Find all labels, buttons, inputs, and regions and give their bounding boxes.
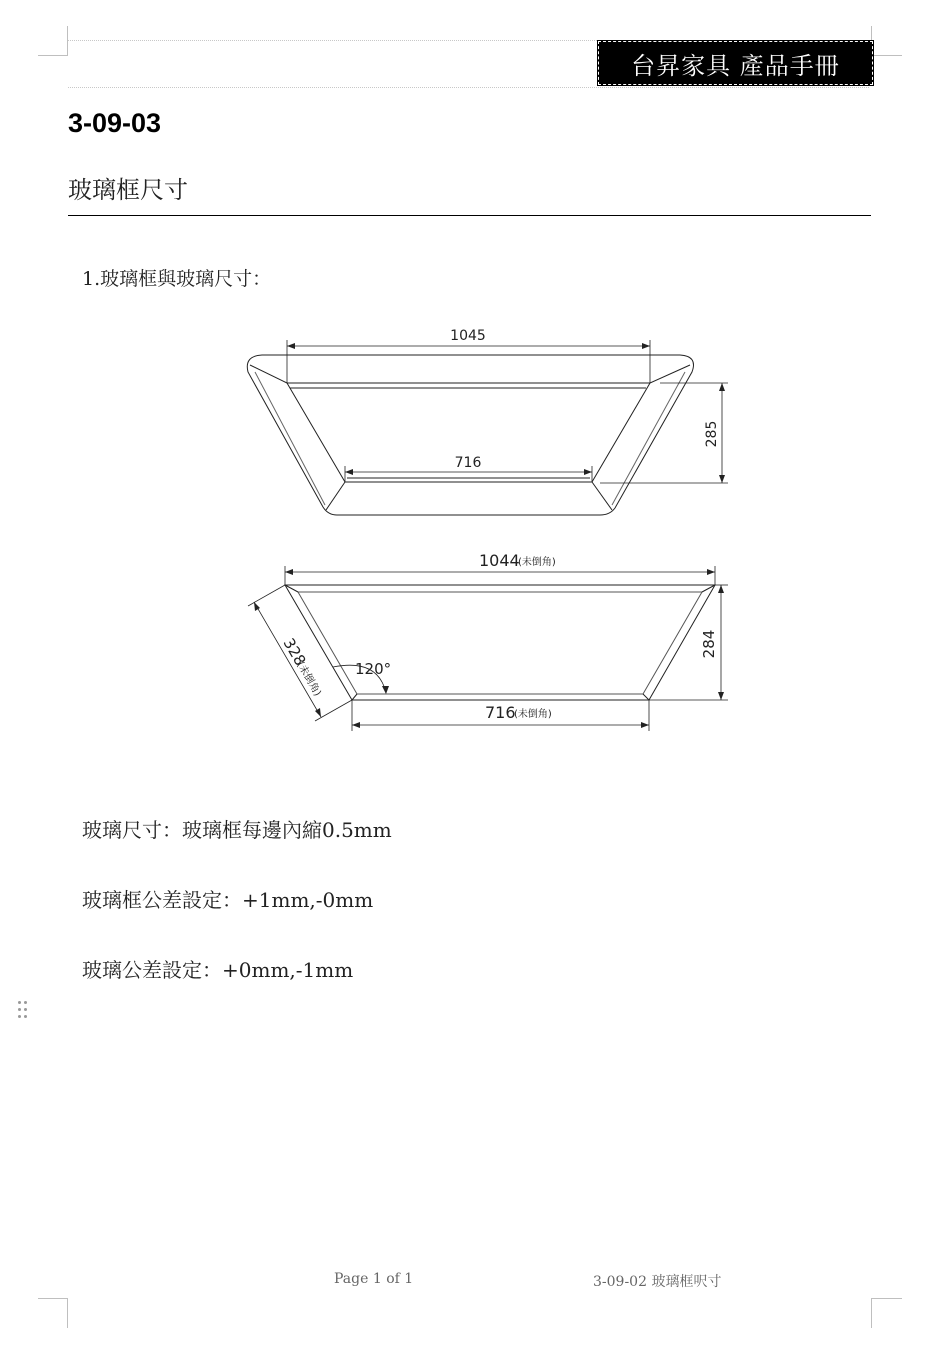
dim-glass-top-width: 1044 <box>479 551 520 570</box>
document-code: 3-09-03 <box>68 108 162 138</box>
brand-banner: 台昇家具 產品手冊 <box>598 41 873 85</box>
page-title: 玻璃框尺寸 <box>68 176 188 204</box>
dim-bottom-width: 716 <box>454 455 482 471</box>
drag-handle-icon[interactable] <box>17 1000 29 1022</box>
dim-glass-angle: 120° <box>355 660 392 678</box>
glass-size-line: 玻璃尺寸：玻璃框每邊內縮0.5mm <box>82 818 392 842</box>
dim-glass-bottom-note: (未倒角) <box>514 709 552 720</box>
dim-glass-top-note: (未倒角) <box>518 557 556 568</box>
section-heading: 1.玻璃框與玻璃尺寸： <box>82 268 272 290</box>
dim-glass-bottom-width: 716 <box>485 703 516 722</box>
footer-page-number: Page 1 of 1 <box>334 1271 414 1287</box>
dim-glass-height: 284 <box>700 629 718 659</box>
dim-glass-side-note: (未倒角) <box>294 660 323 699</box>
dim-height: 285 <box>704 420 720 448</box>
dim-glass-side: 328 <box>279 635 310 669</box>
footer-doc-reference: 3-09-02 玻璃框呎寸 <box>593 1274 722 1290</box>
glass-tolerance-line: 玻璃公差設定：+0mm,-1mm <box>82 958 354 982</box>
dim-top-width: 1045 <box>450 328 486 344</box>
frame-tolerance-line: 玻璃框公差設定：+1mm,-0mm <box>82 888 374 912</box>
